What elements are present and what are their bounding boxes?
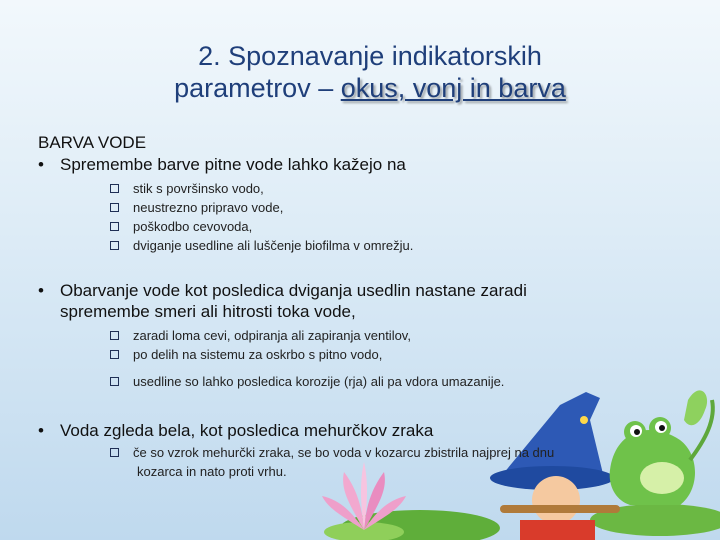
bullet-1-text: Spremembe barve pitne vode lahko kažejo na [60,155,406,174]
bullet-2-text-line-1: Obarvanje vode kot posledica dviganja usedlin nastane zaradi [60,281,527,300]
sub-item-text: po delih na sistemu za oskrbo s pitno vodo, [133,347,383,362]
bullet-marker: • [38,281,44,300]
bullet-1 [38,154,406,175]
checkbox-bullet-icon [110,448,119,457]
checkbox-bullet-icon [110,331,119,340]
title-line-1: 2. Spoznavanje indikatorskih [198,41,542,71]
sub-item-text: poškodbo cevovoda, [133,219,253,234]
sub-item [110,345,382,364]
checkbox-bullet-icon [110,203,119,212]
bullet-3-text: Voda zgleda bela, kot posledica mehurčkov zraka [60,421,434,440]
checkbox-bullet-icon [110,377,119,386]
sub-item [110,443,554,481]
sub-item-text: zaradi loma cevi, odpiranja ali zapiranja ventilov, [133,328,411,343]
sub-item [110,198,283,217]
sub-item [110,326,411,345]
sub-item [110,236,413,255]
sub-item-text-line-2: kozarca in nato proti vrhu. [137,464,287,479]
bullet-2-text-line-2: spremembe smeri ali hitrosti toka vode, [60,302,356,321]
section-heading: BARVA VODE [38,133,147,152]
frog-illustration [610,390,713,505]
sub-item-text: neustrezno pripravo vode, [133,200,284,215]
bullet-marker: • [38,155,44,174]
slide-title [80,40,660,104]
sub-item-text: usedline so lahko posledica korozije (rja) ali pa vdora umazanije. [133,374,505,389]
sub-item-text: dviganje usedline ali luščenje biofilma v omrežju. [133,238,414,253]
checkbox-bullet-icon [110,184,119,193]
sub-item [110,217,252,236]
sub-item [110,179,264,198]
title-line-2-prefix: parametrov – [174,73,341,103]
checkbox-bullet-icon [110,241,119,250]
title-line-2 [80,72,660,104]
checkbox-bullet-icon [110,222,119,231]
bullet-2 [38,280,527,322]
sub-item-text: stik s površinsko vodo, [133,181,264,196]
title-line-2-underlined: okus, vonj in barva [340,73,566,103]
sub-item [110,372,504,391]
bullet-3 [38,420,433,441]
checkbox-bullet-icon [110,350,119,359]
sub-item-text-line-1: če so vzrok mehurčki zraka, se bo voda v kozarcu zbistrila najprej na dnu [133,445,555,460]
bullet-marker: • [38,421,44,440]
